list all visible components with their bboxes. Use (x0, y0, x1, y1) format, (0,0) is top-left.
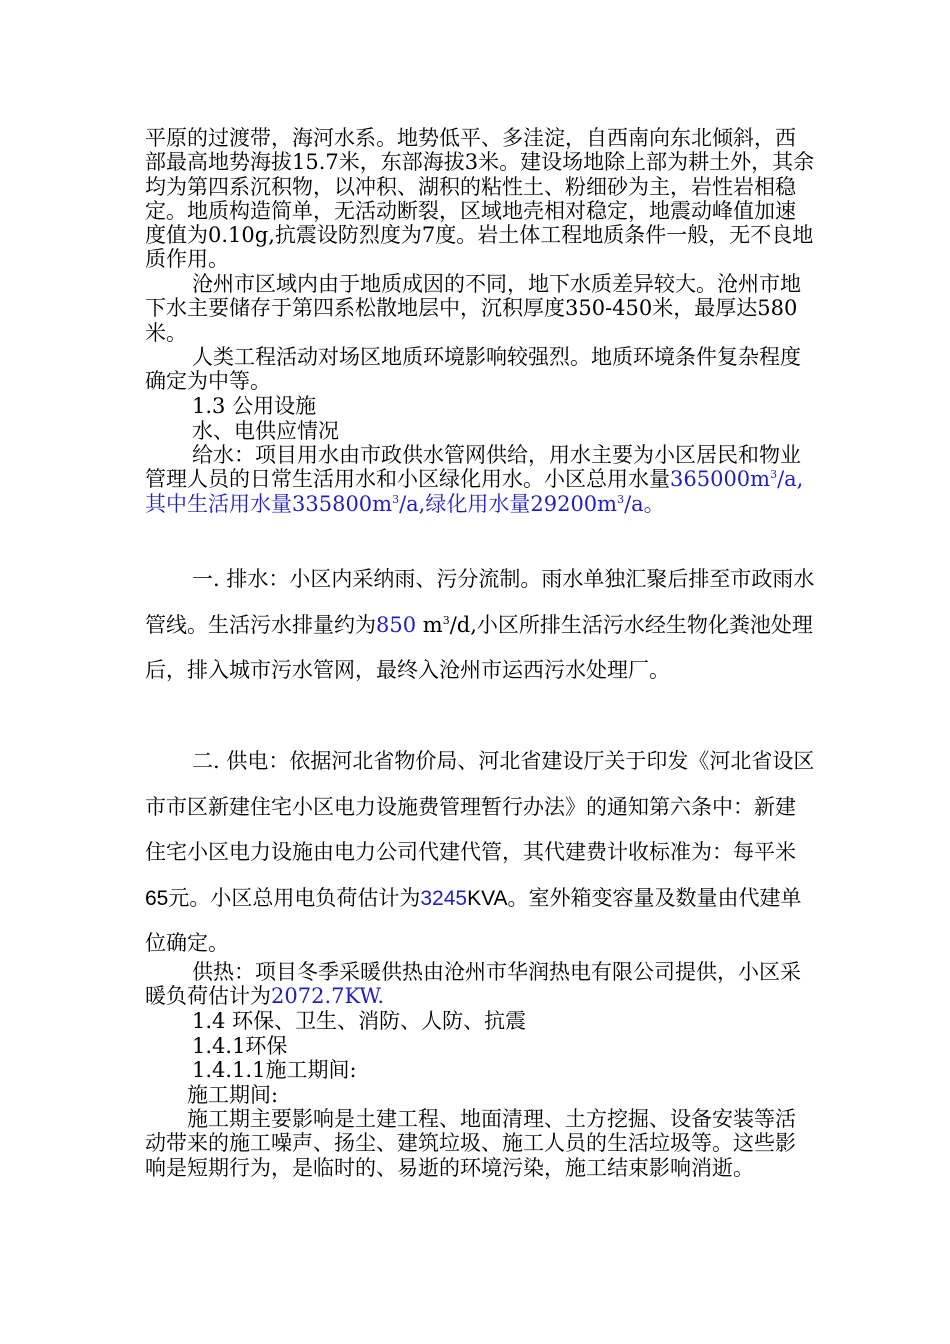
geology-paragraph-1: 平原的过渡带，海河水系。地势低平、多洼淀，自西南向东北倾斜，西部最高地势海拔15.7米，东部海拔3米。建设场地除上部为耕土外，其余均为第四系沉积物，以冲积、湖积的粘性土、粉细砂为主，岩性岩相稳定。地质构造简单，无活动断裂，区域地壳相对稳定，地震动峰值加速度值为0.10g,抗震设防烈度为7度。岩土体工程地质条件一般，无不良地质作用。 (145, 126, 815, 272)
superscript-3: 3 (392, 492, 400, 506)
construction-period-label: 施工期间: (187, 1083, 279, 1107)
water-total-value: 365000m (670, 467, 771, 492)
section-heading-1-4: 1.4 环保、卫生、消防、人防、抗震 (192, 1009, 527, 1033)
superscript-3: 3 (770, 468, 778, 482)
power-load-unit: KVA (467, 886, 508, 910)
water-greening-value: 29200m (530, 491, 618, 516)
sewage-volume-value: 850 (376, 612, 417, 637)
geology-paragraph-2: 沧州市区域内由于地质成因的不同，地下水质差异较大。沧州市地下水主要储存于第四系松散地层中，沉积厚度350-450米，最厚达580米。 (145, 272, 801, 345)
geology-paragraph-3: 人类工程活动对场区地质环境影响较强烈。地质环境条件复杂程度确定为中等。 (145, 345, 801, 394)
subsection-heading-1-4-1-1: 1.4.1.1施工期间: (192, 1058, 357, 1082)
heating-paragraph: 供热：项目冬季采暖供热由沧州市华润热电有限公司提供，小区采暖负荷估计为2072.7KW. (145, 960, 801, 1009)
superscript-3: 3 (442, 613, 450, 627)
power-load-value: 3245 (420, 886, 468, 910)
subsection-heading-1-4-1: 1.4.1环保 (192, 1034, 288, 1058)
heating-load-value: 2072.7KW. (271, 984, 385, 1009)
construction-impact-paragraph: 施工期主要影响是土建工程、地面清理、土方挖掘、设备安装等活动带来的施工噪声、扬尘、建筑垃圾、施工人员的生活垃圾等。这些影响是短期行为，是临时的、易逝的环境污染，施工结束影响消逝。 (145, 1107, 796, 1180)
power-supply-paragraph: 二. 供电：依据河北省物价局、河北省建设厅关于印发《河北省设区市市区新建住宅小区电力设施费管理暂行办法》的通知第六条中：新建住宅小区电力设施由电力公司代建代管，其代建费计收标准为：每平米65元。小区总用电负荷估计为3245KVA。室外箱变容量及数量由代建单位确定。 (145, 749, 815, 955)
water-domestic-value: 335800m (292, 491, 393, 516)
utilities-subheading: 水、电供应情况 (192, 419, 339, 443)
drainage-paragraph: 一. 排水：小区内采纳雨、污分流制。雨水单独汇聚后排至市政雨水管线。生活污水排量约为850 $m^3/d$,小区所排生活污水经生物化粪池处理后，排入城市污水管网，最终入沧州市运西污水处理厂。 (145, 567, 815, 682)
water-supply-paragraph: 给水：项目用水由市政供水管网供给，用水主要为小区居民和物业管理人员的日常生活用水和小区绿化用水。小区总用水量$365000m^3/a$,其中生活用水量$335800m^3/a$,绿化用水量$29200m^3/a$。 (145, 443, 804, 516)
section-heading-1-3: 1.3 公用设施 (192, 394, 317, 418)
superscript-3: 3 (617, 492, 625, 506)
power-fee-value: 65 (145, 886, 169, 910)
